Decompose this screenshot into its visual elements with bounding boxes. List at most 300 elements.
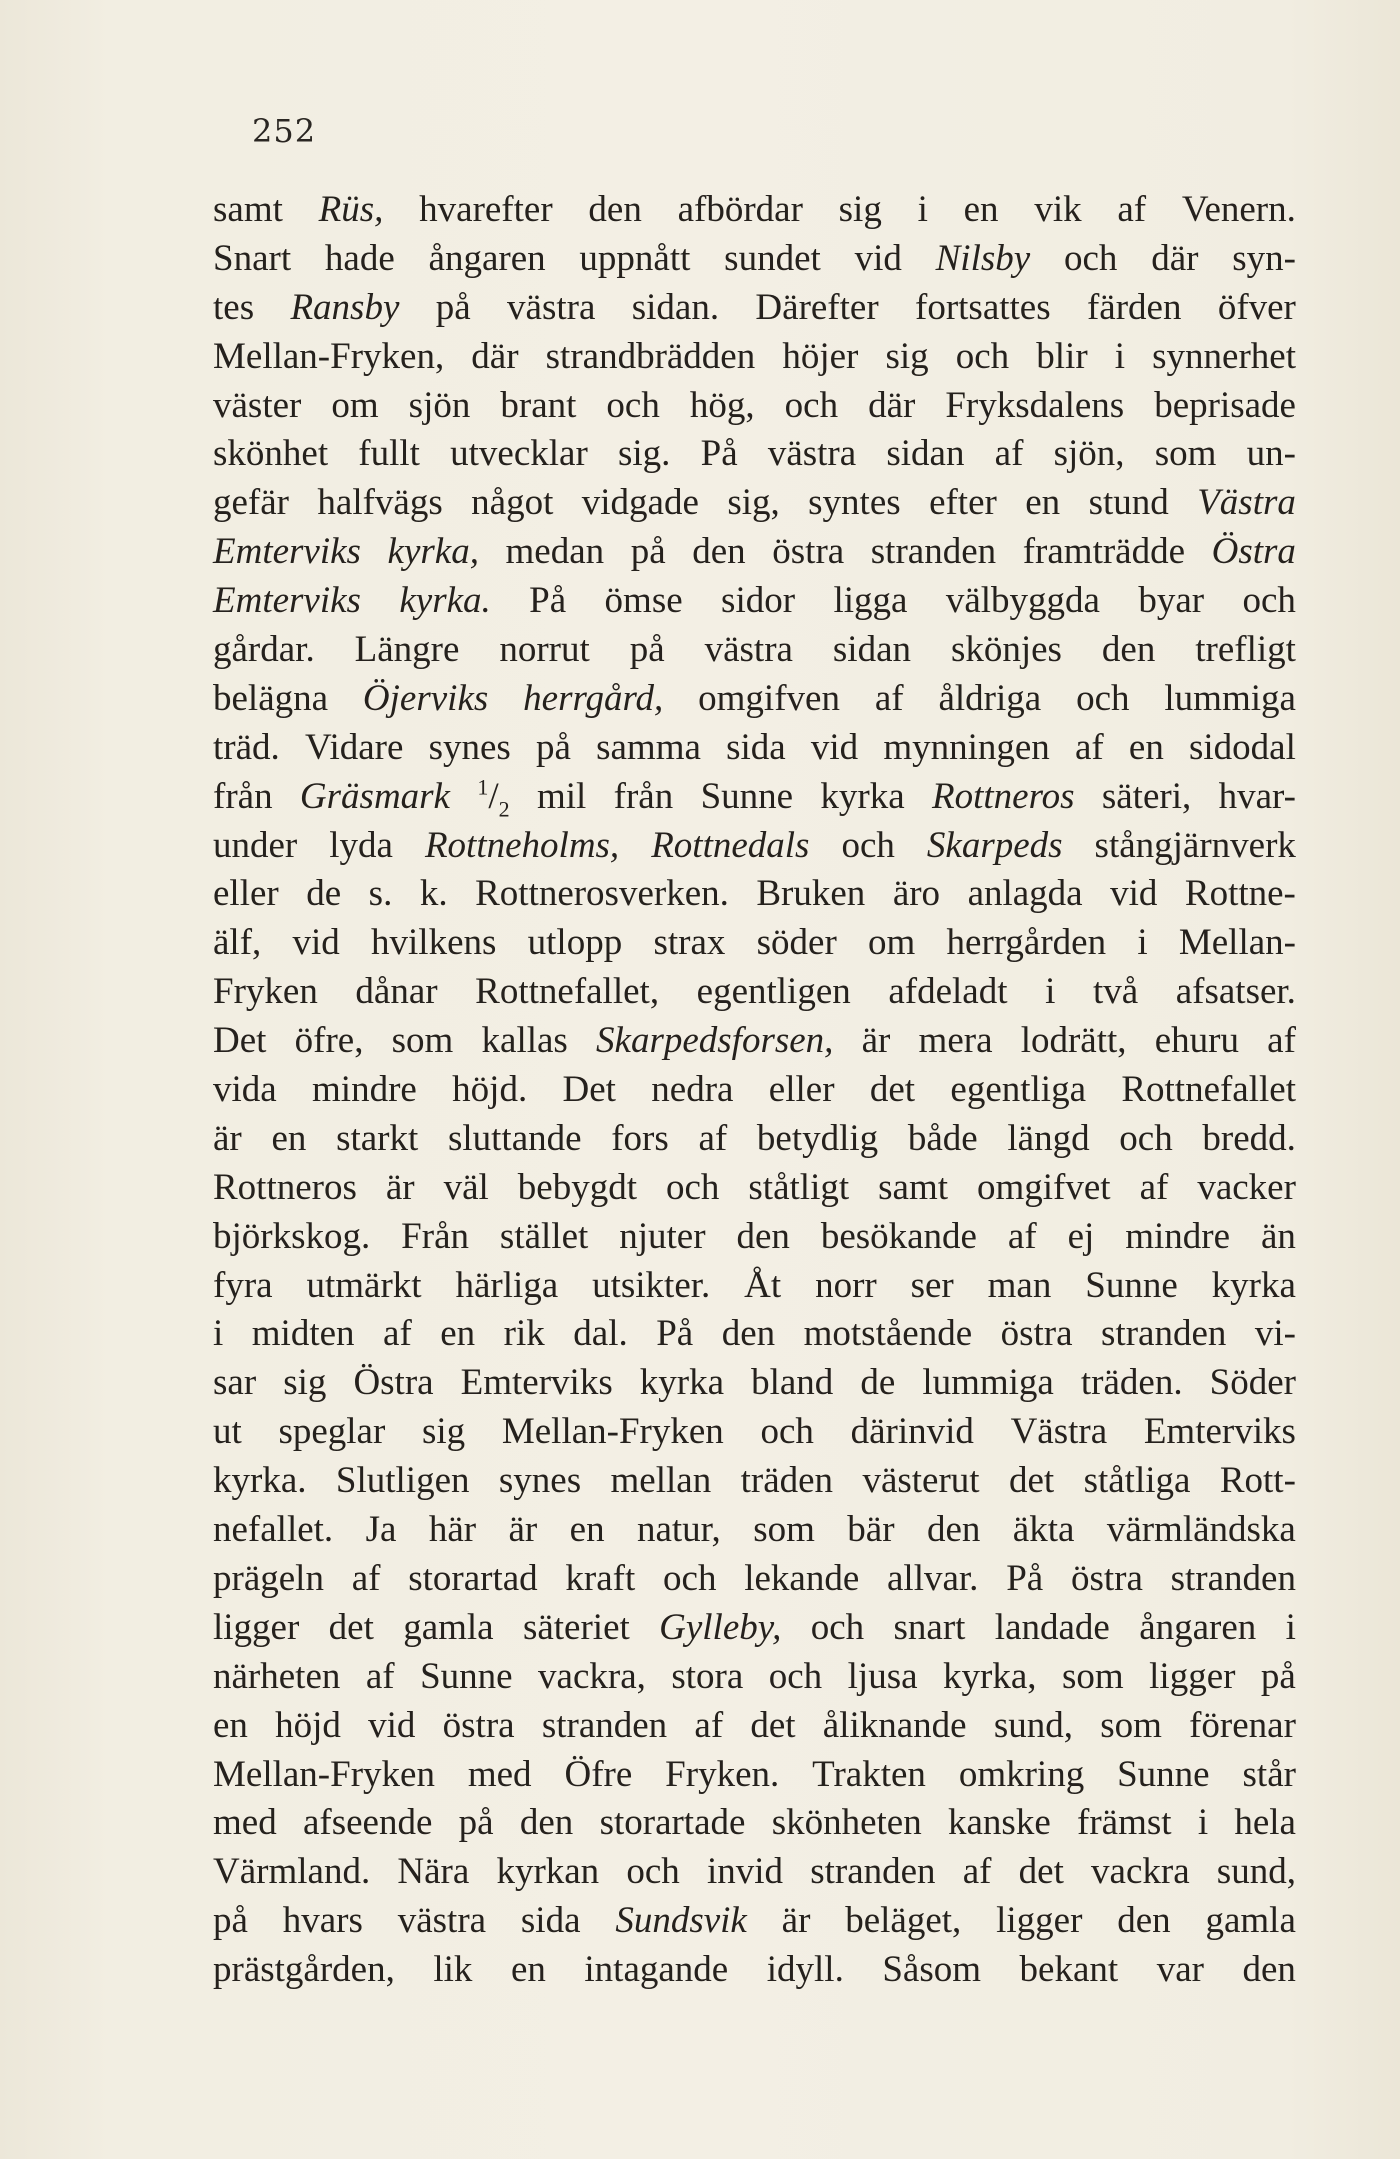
word: med [467, 1753, 532, 1795]
word: lyda [329, 824, 393, 866]
word: söder [756, 922, 837, 964]
word: sidan [886, 433, 965, 475]
text-line [213, 1702, 1296, 1751]
italic-word: Gräsmark [299, 775, 450, 817]
word: vid [810, 726, 859, 768]
word: den [519, 1802, 574, 1844]
word: lummiga [922, 1362, 1054, 1404]
word: afsatser. [1175, 971, 1296, 1013]
word: något [471, 482, 554, 524]
word: af [365, 1655, 395, 1697]
word: Åt [744, 1264, 782, 1306]
word: omkring [958, 1753, 1085, 1795]
word: höjer [782, 335, 859, 377]
word: betydlig [756, 1117, 879, 1159]
word: värmländska [1106, 1509, 1296, 1551]
word: synes [428, 726, 511, 768]
italic-word: Skarpedsforsen, [596, 1020, 834, 1062]
word: ligger [213, 1606, 300, 1648]
word: en [1025, 482, 1061, 524]
word: ehuru [1154, 1020, 1239, 1062]
word: älf, [213, 922, 262, 964]
word: af [698, 1117, 728, 1159]
word: Söder [1209, 1362, 1296, 1404]
word: är [213, 1117, 242, 1159]
word: kallas [481, 1020, 568, 1062]
word: På [529, 580, 567, 622]
word: utmärkt [306, 1264, 422, 1306]
word: sjön [408, 384, 471, 426]
word: vacker [1197, 1166, 1296, 1208]
word: den [692, 531, 746, 573]
word: en [213, 1704, 248, 1746]
word: i [213, 1313, 224, 1355]
word: den [736, 1215, 790, 1257]
text-line [213, 1848, 1296, 1897]
word: mil [536, 775, 587, 817]
word: kyrka, [943, 1655, 1037, 1697]
word: dal. [573, 1313, 628, 1355]
text-line [213, 1066, 1296, 1115]
word: hvars [282, 1900, 363, 1942]
word: öfver [1217, 286, 1296, 328]
word: är [861, 1020, 891, 1062]
word: omgifven [698, 677, 840, 719]
word: skönjes [950, 629, 1062, 671]
word: på [458, 1802, 494, 1844]
word: Värmland. [213, 1851, 371, 1893]
italic-word: Gylleby, [659, 1606, 782, 1648]
italic-word: Emterviks [213, 531, 361, 573]
word: och [1242, 580, 1296, 622]
word: vik [1034, 189, 1082, 230]
text-line [213, 1604, 1296, 1653]
word: Sunne [420, 1655, 513, 1697]
italic-word: Sundsvik [615, 1900, 747, 1942]
word: af [994, 433, 1024, 475]
word: vackra, [538, 1655, 646, 1697]
word: på [213, 1900, 248, 1942]
word: lummiga [1164, 677, 1296, 719]
word: den [721, 1313, 776, 1355]
word: Sunne [700, 775, 794, 817]
word: träden. [1080, 1362, 1183, 1404]
word: kyrka [639, 1362, 725, 1404]
word: ångaren [1139, 1606, 1257, 1648]
text-line [213, 186, 1296, 235]
italic-word: Nilsby [935, 237, 1031, 279]
word: som [753, 1509, 815, 1551]
word: stranden [1101, 1313, 1227, 1355]
word: vida [213, 1069, 277, 1111]
word: fullt [358, 433, 420, 475]
word: norrut [499, 629, 590, 671]
word: och [1063, 237, 1118, 279]
word: björkskog. [213, 1215, 371, 1257]
word: på [435, 286, 471, 328]
word: gamla [1205, 1900, 1296, 1942]
word: sig [885, 335, 929, 377]
word: mellan [610, 1460, 712, 1502]
word: och [784, 384, 839, 426]
word: mindre [312, 1069, 417, 1111]
word: Mellan- [1178, 922, 1296, 964]
word: den [1101, 629, 1156, 671]
word: ligger [996, 1900, 1083, 1942]
word: sjön, [1053, 433, 1125, 475]
text-line [213, 1115, 1296, 1164]
word: västra [704, 629, 793, 671]
word: landade [994, 1606, 1110, 1648]
word: östra [442, 1704, 515, 1746]
word: och [760, 1411, 814, 1453]
word: samt [878, 1166, 949, 1208]
word: Bruken [756, 873, 866, 915]
word: Rottnerosverken. [475, 873, 729, 915]
word: af [1074, 726, 1104, 768]
text-line [213, 1164, 1296, 1213]
word: och [626, 1851, 680, 1893]
word: bekant [1019, 1949, 1119, 1991]
word: om [868, 922, 916, 964]
word: idyll. [766, 1949, 844, 1991]
word: Nära [397, 1851, 470, 1893]
word: un- [1246, 433, 1296, 475]
word: en [963, 189, 999, 230]
text-line [213, 968, 1296, 1017]
word: vid [1110, 873, 1158, 915]
word: en [1128, 726, 1164, 768]
text-line [213, 1555, 1296, 1604]
word: var [1156, 1949, 1204, 1991]
word: Snart [213, 237, 292, 279]
word: egentligen [696, 971, 851, 1013]
text-line [213, 724, 1296, 773]
word: egentliga [950, 1069, 1086, 1111]
word: motstående [803, 1313, 973, 1355]
text-line [213, 1359, 1296, 1408]
word: stranden [870, 531, 997, 573]
word: gårdar. [213, 629, 315, 671]
word: härliga [455, 1264, 559, 1306]
word: Vidare [304, 726, 404, 768]
word: sundet [724, 237, 821, 279]
word: västra [507, 286, 596, 328]
word: Ja [365, 1509, 397, 1551]
word: sida [520, 1900, 581, 1942]
word: är [385, 1166, 415, 1208]
italic-word: Skarpeds [926, 824, 1063, 866]
text-line [213, 430, 1296, 479]
word: bland [751, 1362, 834, 1404]
word: njuter [619, 1215, 706, 1257]
italic-word: Västra [1197, 482, 1296, 524]
word: stångjärnverk [1094, 824, 1296, 866]
word: af [1139, 1166, 1169, 1208]
word: medan [505, 531, 605, 573]
word: Fryksdalens [945, 384, 1125, 426]
word: sig [838, 189, 882, 230]
word: fortsattes [915, 286, 1051, 328]
word: under [213, 824, 298, 866]
fraction: $^1/_2$ [477, 774, 510, 822]
word: bebygdt [517, 1166, 637, 1208]
word: och [841, 824, 895, 866]
word: herrgården [946, 922, 1107, 964]
word: Venern. [1181, 189, 1296, 230]
word: samma [596, 726, 701, 768]
word: den [926, 1509, 981, 1551]
word: synnerhet [1152, 335, 1296, 377]
word: en [440, 1313, 476, 1355]
word: ser [910, 1264, 954, 1306]
word: sig [421, 1411, 466, 1453]
word: träd. [213, 726, 280, 768]
word: samt [213, 189, 283, 230]
word: utlopp [527, 922, 623, 964]
word: östra [1000, 1313, 1073, 1355]
word: sidan. [631, 286, 720, 328]
word: här [428, 1509, 477, 1551]
word: en [569, 1509, 605, 1551]
word: sig [283, 1362, 327, 1404]
word: Slutligen [335, 1460, 470, 1502]
word: Rottnefallet, [475, 971, 660, 1013]
word: strax [653, 922, 726, 964]
italic-word: Öjerviks [362, 677, 489, 719]
word: längd [1007, 1117, 1090, 1159]
word: kraft [565, 1557, 636, 1599]
word: omgifvet [977, 1166, 1111, 1208]
word: öfre, [294, 1020, 364, 1062]
word: det [328, 1606, 374, 1648]
word: ömse [604, 580, 683, 622]
word: Emterviks [460, 1362, 613, 1404]
word: fors [611, 1117, 669, 1159]
word: hvilkens [371, 922, 497, 964]
word: syntes [808, 482, 901, 524]
word: sidodal [1189, 726, 1296, 768]
word: vidgade [581, 482, 699, 524]
word: fyra [213, 1264, 273, 1306]
word: hvar- [1218, 775, 1296, 817]
word: lekande [744, 1557, 860, 1599]
text-line [213, 626, 1296, 675]
word: syn- [1232, 237, 1296, 279]
word: ljusa [847, 1655, 918, 1697]
text-line [213, 1457, 1296, 1506]
word: stället [499, 1215, 589, 1257]
word: står [1242, 1753, 1296, 1795]
word: väl [443, 1166, 489, 1208]
word: af [694, 1704, 724, 1746]
italic-word: Östra [1211, 531, 1296, 573]
word: sluttande [447, 1117, 582, 1159]
word: stora [671, 1655, 744, 1697]
word: östra [772, 531, 845, 573]
page-number: 252 [252, 112, 317, 150]
word: ej [1067, 1215, 1095, 1257]
word: uppnått [579, 237, 691, 279]
word: midten [251, 1313, 355, 1355]
word: och [1119, 1117, 1173, 1159]
word: där [1151, 237, 1199, 279]
text-line [213, 1946, 1296, 1995]
word: invid [706, 1851, 784, 1893]
word: lodrätt, [1020, 1020, 1127, 1062]
text-line [213, 577, 1296, 626]
word: ut [213, 1411, 242, 1453]
word: af [351, 1557, 381, 1599]
word: som [391, 1020, 454, 1062]
text-line [213, 870, 1296, 919]
italic-word: Rüs, [318, 189, 384, 230]
word: gefär [213, 482, 289, 524]
word: hela [1234, 1802, 1296, 1844]
word: trefligt [1195, 629, 1296, 671]
text-line [213, 333, 1296, 382]
word: närheten [213, 1655, 341, 1697]
word: belägna [213, 677, 329, 719]
word: på [1260, 1655, 1296, 1697]
word: kyrkan [496, 1851, 600, 1893]
word: Från [401, 1215, 469, 1257]
word: af [383, 1313, 412, 1355]
word: och [665, 1166, 720, 1208]
text-line [213, 675, 1296, 724]
word: Rottneros [213, 1166, 357, 1208]
word: stranden [541, 1704, 668, 1746]
word: vid [854, 237, 902, 279]
word: och [663, 1557, 717, 1599]
word: vackra [1091, 1851, 1190, 1893]
word: man [987, 1264, 1052, 1306]
word: storartade [599, 1802, 746, 1844]
word: hvarefter [419, 189, 553, 230]
word: Fryken [213, 971, 318, 1013]
word: Öfre [564, 1753, 633, 1795]
word: kanske [948, 1802, 1051, 1844]
word: afseende [302, 1802, 433, 1844]
word: afdeladt [888, 971, 1008, 1013]
word: det [869, 1069, 916, 1111]
word: skönhet [213, 433, 329, 475]
italic-word: herrgård, [523, 677, 664, 719]
word: Östra [353, 1362, 434, 1404]
word: två [1092, 971, 1139, 1013]
italic-word: Ransby [290, 286, 400, 328]
word: både [907, 1117, 978, 1159]
word: Rott- [1219, 1460, 1296, 1502]
word: färden [1086, 286, 1182, 328]
word: det [750, 1704, 796, 1746]
word: Fryken. [665, 1753, 780, 1795]
word: än [1260, 1215, 1296, 1257]
word: höjd. [452, 1069, 528, 1111]
word: intagande [584, 1949, 729, 1991]
word: stranden [1170, 1557, 1296, 1599]
text-line [213, 235, 1296, 284]
word: Sunne [1085, 1264, 1178, 1306]
word: Trakten [812, 1753, 926, 1795]
word: och [768, 1655, 823, 1697]
word: ståtliga [1083, 1460, 1191, 1502]
word: Rottnefallet [1121, 1069, 1296, 1111]
word: brant [500, 384, 577, 426]
body-text [213, 186, 1296, 1995]
word: Det [562, 1069, 616, 1111]
word: synes [498, 1460, 582, 1502]
text-line [213, 1653, 1296, 1702]
word: bär [847, 1509, 895, 1551]
word: rik [503, 1313, 545, 1355]
word: af [1007, 1215, 1037, 1257]
word: västra [767, 433, 857, 475]
word: Mellan-Fryken [213, 1753, 435, 1795]
word: besökande [820, 1215, 977, 1257]
word: i [1045, 971, 1056, 1013]
word: där [471, 335, 519, 377]
word: Längre [354, 629, 460, 671]
text-line [213, 284, 1296, 333]
word: om [331, 384, 379, 426]
word: västerut [862, 1460, 980, 1502]
word: sidor [721, 580, 796, 622]
word: utsikter. [592, 1264, 711, 1306]
word: i [1137, 922, 1148, 964]
word: framträdde [1022, 531, 1186, 573]
word: ligger [1149, 1655, 1236, 1697]
word: natur, [636, 1509, 721, 1551]
text-line [213, 1408, 1296, 1457]
word: beprisade [1154, 384, 1296, 426]
word: den [1242, 1949, 1296, 1991]
text-line [213, 773, 1296, 822]
word: snart [893, 1606, 966, 1648]
word: säteriet [522, 1606, 630, 1648]
text-line [213, 1310, 1296, 1359]
word: Såsom [882, 1949, 982, 1991]
word: gamla [403, 1606, 494, 1648]
word: det [1018, 1851, 1064, 1893]
word: äro [892, 873, 941, 915]
word: den [1117, 1900, 1171, 1942]
word: från [613, 775, 674, 817]
text-line [213, 822, 1296, 871]
word: eller [213, 873, 279, 915]
text-line [213, 528, 1296, 577]
word: Västra [1010, 1411, 1108, 1453]
word: där [868, 384, 916, 426]
text-line [213, 1506, 1296, 1555]
word: och [955, 335, 1010, 377]
word: k. [419, 873, 448, 915]
word: välbyggda [945, 580, 1100, 622]
word: af [1117, 189, 1147, 230]
word: afbördar [677, 189, 803, 230]
text-line [213, 1897, 1296, 1946]
text-line [213, 1017, 1296, 1066]
word: af [1267, 1020, 1296, 1062]
word: i [1285, 1606, 1296, 1648]
word: stranden [810, 1851, 936, 1893]
word: den [588, 189, 642, 230]
text-line [213, 382, 1296, 431]
word: en [510, 1949, 546, 1991]
word: sund, [1216, 1851, 1296, 1893]
word: norr [815, 1264, 877, 1306]
word: Därefter [755, 286, 879, 328]
